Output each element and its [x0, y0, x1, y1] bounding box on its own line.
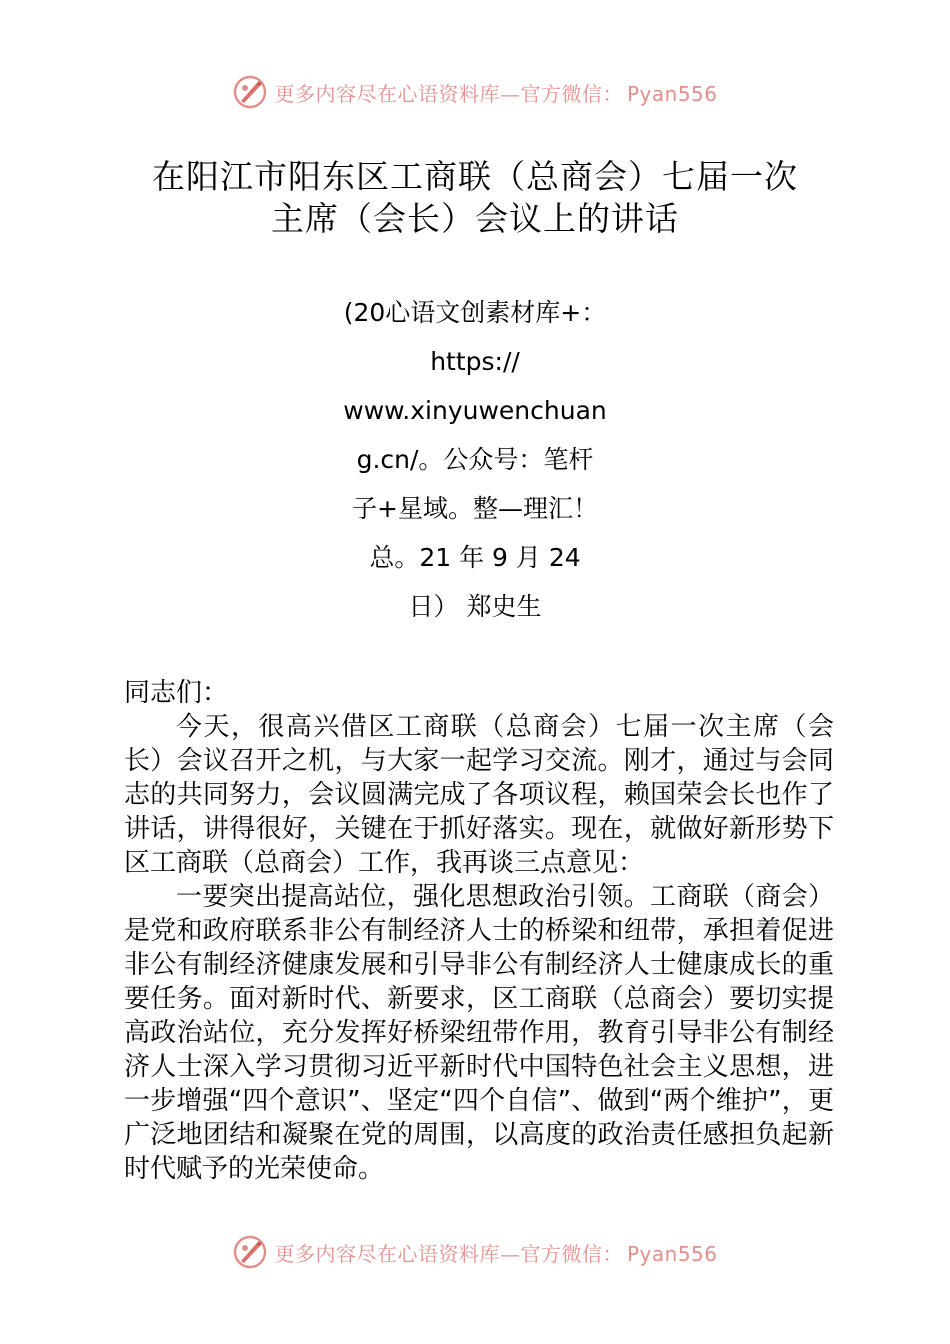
- source-note: [0, 288, 950, 631]
- speech-body: [124, 676, 834, 1186]
- source-note-line: 子+星域。整—理汇！: [352, 494, 598, 523]
- document-title: [0, 156, 950, 240]
- footer-banner: [0, 1232, 950, 1272]
- footer-banner-text: 更多内容尽在心语资料库—官方微信： Pyan556: [274, 1241, 718, 1266]
- pen-circle-logo-icon: [232, 1234, 268, 1270]
- header-banner: [0, 72, 950, 112]
- title-line-2: 主席（会长）会议上的讲话: [271, 199, 679, 238]
- greeting: 同志们：: [124, 678, 229, 708]
- source-note-line: 日） 郑史生: [408, 592, 542, 621]
- source-note-line: 总。21 年 9 月 24: [369, 543, 581, 572]
- header-banner-text: 更多内容尽在心语资料库—官方微信： Pyan556: [274, 81, 718, 106]
- source-note-line: www.xinyuwenchuan: [343, 396, 607, 425]
- body-paragraph: 今天，很高兴借区工商联（总商会）七届一次主席（会长）会议召开之机，与大家一起学习交流。刚才，通过与会同志的共同努力，会议圆满完成了各项议程，赖国荣会长也作了讲话，讲得很好，关键在于抓好落实。现在，就做好新形势下区工商联（总商会）工作，我再谈三点意见：: [124, 712, 834, 878]
- title-line-1: 在阳江市阳东区工商联（总商会）七届一次: [152, 157, 798, 196]
- footer-wechat-id: Pyan556: [626, 1241, 718, 1266]
- pen-circle-logo-icon: [232, 74, 268, 110]
- source-note-line: https://: [430, 347, 520, 376]
- header-wechat-id: Pyan556: [626, 81, 718, 106]
- source-note-line: g.cn/。公众号：笔杆: [356, 445, 594, 474]
- source-note-line: (20心语文创素材库+：: [343, 298, 607, 327]
- body-paragraph: 一要突出提高站位，强化思想政治引领。工商联（商会）是党和政府联系非公有制经济人士的桥梁和纽带，承担着促进非公有制经济健康发展和引导非公有制经济人士健康成长的重要任务。面对新时代、新要求，区工商联（总商会）要切实提高政治站位，充分发挥好桥梁纽带作用，教育引导非公有制经济人士深入学习贯彻习近平新时代中国特色社会主义思想，进一步增强“四个意识”、坚定“四个自信”、做到“两个维护”，更广泛地团结和凝聚在党的周围，以高度的政治责任感担负起新时代赋予的光荣使命。: [124, 882, 834, 1184]
